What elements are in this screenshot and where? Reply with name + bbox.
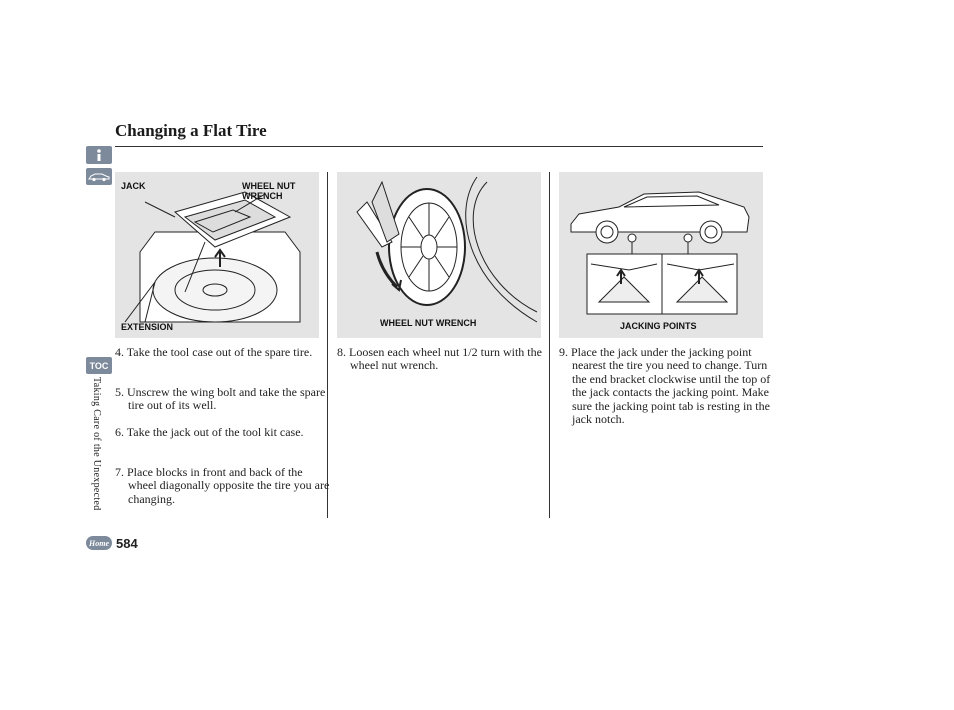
title-rule xyxy=(115,146,763,147)
figure-wheel xyxy=(337,172,541,338)
info-button[interactable] xyxy=(86,146,112,164)
figure-car xyxy=(559,172,763,338)
page-number: 584 xyxy=(116,536,138,551)
figure-tool-case xyxy=(115,172,319,338)
home-button[interactable]: Home xyxy=(86,536,112,550)
step-8: 8. Loosen each wheel nut 1/2 turn with the wheel nut wrench. xyxy=(337,345,542,373)
page-title: Changing a Flat Tire xyxy=(115,121,267,140)
toc-button[interactable]: TOC xyxy=(86,357,112,374)
wheel-illustration xyxy=(337,172,541,338)
car-icon xyxy=(86,168,112,185)
column-divider xyxy=(549,172,550,518)
car-illustration xyxy=(559,172,763,338)
car-button[interactable] xyxy=(86,168,112,185)
step-9: 9. Place the jack under the jacking point nearest the tire you need to change. Turn the end bracket clockwise until the top of the jack contacts the jacking point. Make sure the jacking point tab is resting in the jack notch. xyxy=(559,345,771,427)
section-label: Taking Care of the Unexpected xyxy=(91,377,102,511)
step-4: 4. Take the tool case out of the spare tire. xyxy=(115,345,313,359)
label-jacking-points: JACKING POINTS xyxy=(620,321,697,331)
label-wheel-nut-wrench-2: WHEEL NUT WRENCH xyxy=(380,318,477,328)
label-wheel-nut-wrench: WHEEL NUT WRENCH xyxy=(242,181,296,201)
info-icon xyxy=(86,146,112,164)
label-jack: JACK xyxy=(121,181,146,191)
label-extension: EXTENSION xyxy=(121,322,174,332)
step-6: 6. Take the jack out of the tool kit case. xyxy=(115,425,304,439)
step-7: 7. Place blocks in front and back of the wheel diagonally opposite the tire you are changing. xyxy=(115,465,330,506)
step-5: 5. Unscrew the wing bolt and take the spare tire out of its well. xyxy=(115,385,326,413)
